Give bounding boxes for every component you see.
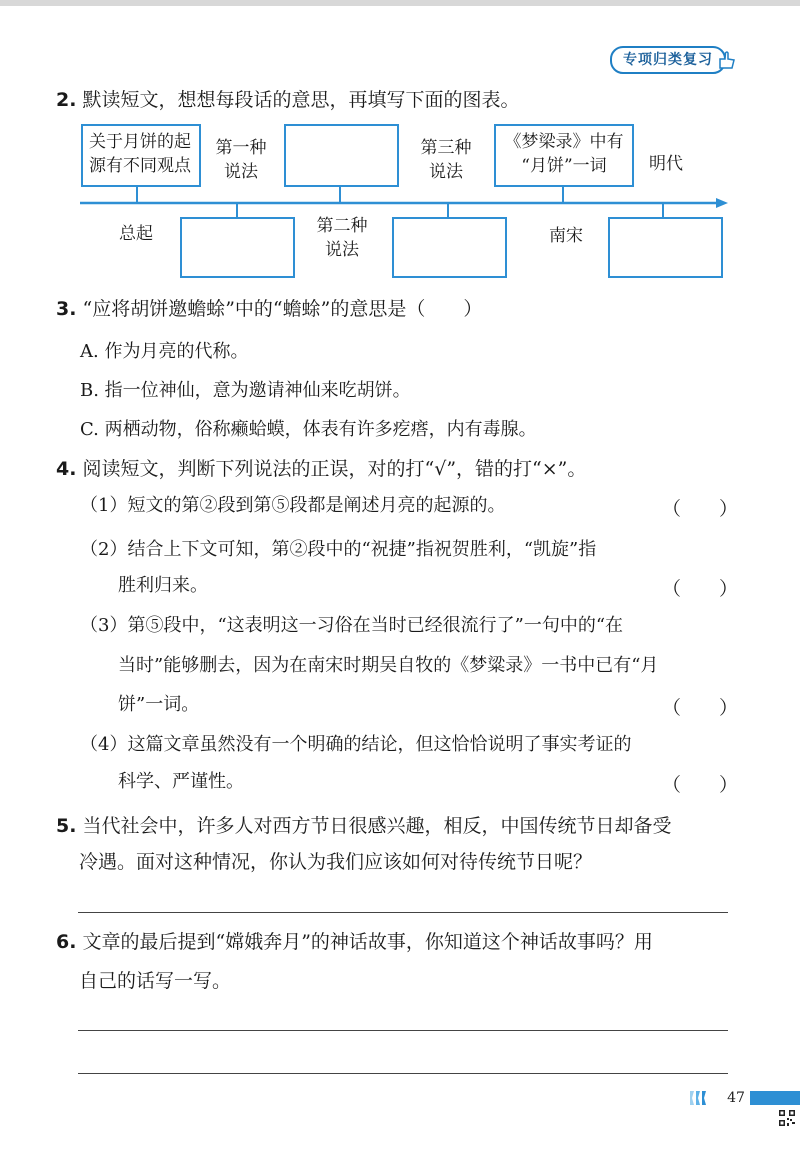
label-ming-dynasty: 明代 bbox=[649, 154, 683, 174]
statement-3-cont: 当时”能够删去，因为在南宋时期吴自牧的《梦粱录》一书中已有“月 bbox=[118, 655, 659, 676]
question-5-cont: 冷遇。面对这种情况，你认为我们应该如何对待传统节日呢？ bbox=[79, 851, 593, 873]
question-text: 阅读短文，判断下列说法的正误，对的打“√”，错的打“×”。 bbox=[82, 458, 587, 480]
option-b[interactable]: B. 指一位神仙，意为邀请神仙来吃胡饼。 bbox=[80, 380, 411, 401]
box-menglianglu bbox=[494, 124, 634, 187]
question-number: 3. bbox=[56, 298, 77, 320]
box-overview bbox=[81, 124, 201, 187]
section-badge: 专项归类复习 bbox=[610, 46, 726, 74]
label-first-theory bbox=[205, 136, 277, 184]
question-text: 文章的最后提到“嫦娥奔月”的神话故事，你知道这个神话故事吗？用 bbox=[82, 931, 653, 953]
answer-paren-2[interactable]: （ ） bbox=[662, 578, 739, 600]
option-a[interactable]: A. 作为月亮的代称。 bbox=[80, 341, 249, 362]
blank-box-introduction[interactable] bbox=[180, 217, 295, 278]
label-text: 第一种 bbox=[215, 138, 267, 158]
qr-code-icon bbox=[778, 1109, 796, 1127]
label-text: 说法 bbox=[325, 240, 359, 260]
answer-line-q6-1[interactable] bbox=[78, 1030, 728, 1031]
blank-box-ming[interactable] bbox=[608, 217, 723, 278]
box-text: “月饼”一词 bbox=[521, 156, 607, 176]
blank-box-first-theory[interactable] bbox=[284, 124, 399, 187]
statement-4-cont: 科学、严谨性。 bbox=[118, 771, 244, 792]
answer-paren-4[interactable]: （ ） bbox=[662, 774, 739, 796]
question-text: “应将胡饼邀蟾蜍”中的“蟾蜍”的意思是（ ） bbox=[82, 298, 483, 320]
statement-4: （4）这篇文章虽然没有一个明确的结论，但这恰恰说明了事实考证的 bbox=[80, 734, 632, 755]
label-third-theory bbox=[410, 136, 482, 184]
blank-box-second-theory[interactable] bbox=[392, 217, 507, 278]
answer-line-q5[interactable] bbox=[78, 912, 728, 913]
question-3 bbox=[56, 296, 482, 322]
question-number: 5. bbox=[56, 815, 77, 837]
question-5 bbox=[56, 813, 672, 839]
answer-paren-1[interactable]: （ ） bbox=[662, 498, 739, 520]
question-6 bbox=[56, 929, 653, 955]
statement-3-cont2: 饼”一词。 bbox=[118, 694, 200, 715]
statement-2-cont: 胜利归来。 bbox=[118, 575, 208, 596]
option-c[interactable]: C. 两栖动物，俗称癞蛤蟆，体表有许多疙瘩，内有毒腺。 bbox=[80, 419, 537, 440]
label-text: 第二种 bbox=[316, 216, 368, 236]
question-number: 2. bbox=[56, 89, 77, 111]
label-text: 第三种 bbox=[420, 138, 472, 158]
label-introduction: 总起 bbox=[119, 224, 153, 244]
question-text: 默读短文，想想每段话的意思，再填写下面的图表。 bbox=[82, 89, 520, 111]
timeline-diagram bbox=[0, 0, 800, 300]
box-text: 《梦梁录》中有 bbox=[504, 132, 624, 152]
statement-1: （1）短文的第②段到第⑤段都是阐述月亮的起源的。 bbox=[80, 495, 506, 516]
label-text: 说法 bbox=[429, 162, 463, 182]
question-6-cont: 自己的话写一写。 bbox=[79, 970, 232, 992]
statement-3: （3）第⑤段中，“这表明这一习俗在当时已经很流行了”一句中的“在 bbox=[80, 615, 624, 636]
answer-line-q6-2[interactable] bbox=[78, 1073, 728, 1074]
page-number: 47 bbox=[727, 1090, 745, 1106]
answer-paren-3[interactable]: （ ） bbox=[662, 697, 739, 719]
box-text: 源有不同观点 bbox=[89, 156, 191, 176]
question-number: 4. bbox=[56, 458, 77, 480]
question-number: 6. bbox=[56, 931, 77, 953]
box-text: 关于月饼的起 bbox=[89, 132, 191, 152]
question-text: 当代社会中，许多人对西方节日很感兴趣，相反，中国传统节日却备受 bbox=[82, 815, 672, 837]
label-second-theory bbox=[306, 214, 378, 262]
label-text: 说法 bbox=[224, 162, 258, 182]
label-southern-song: 南宋 bbox=[549, 226, 583, 246]
question-4 bbox=[56, 456, 586, 482]
statement-2: （2）结合上下文可知，第②段中的“祝捷”指祝贺胜利，“凯旋”指 bbox=[80, 539, 597, 560]
